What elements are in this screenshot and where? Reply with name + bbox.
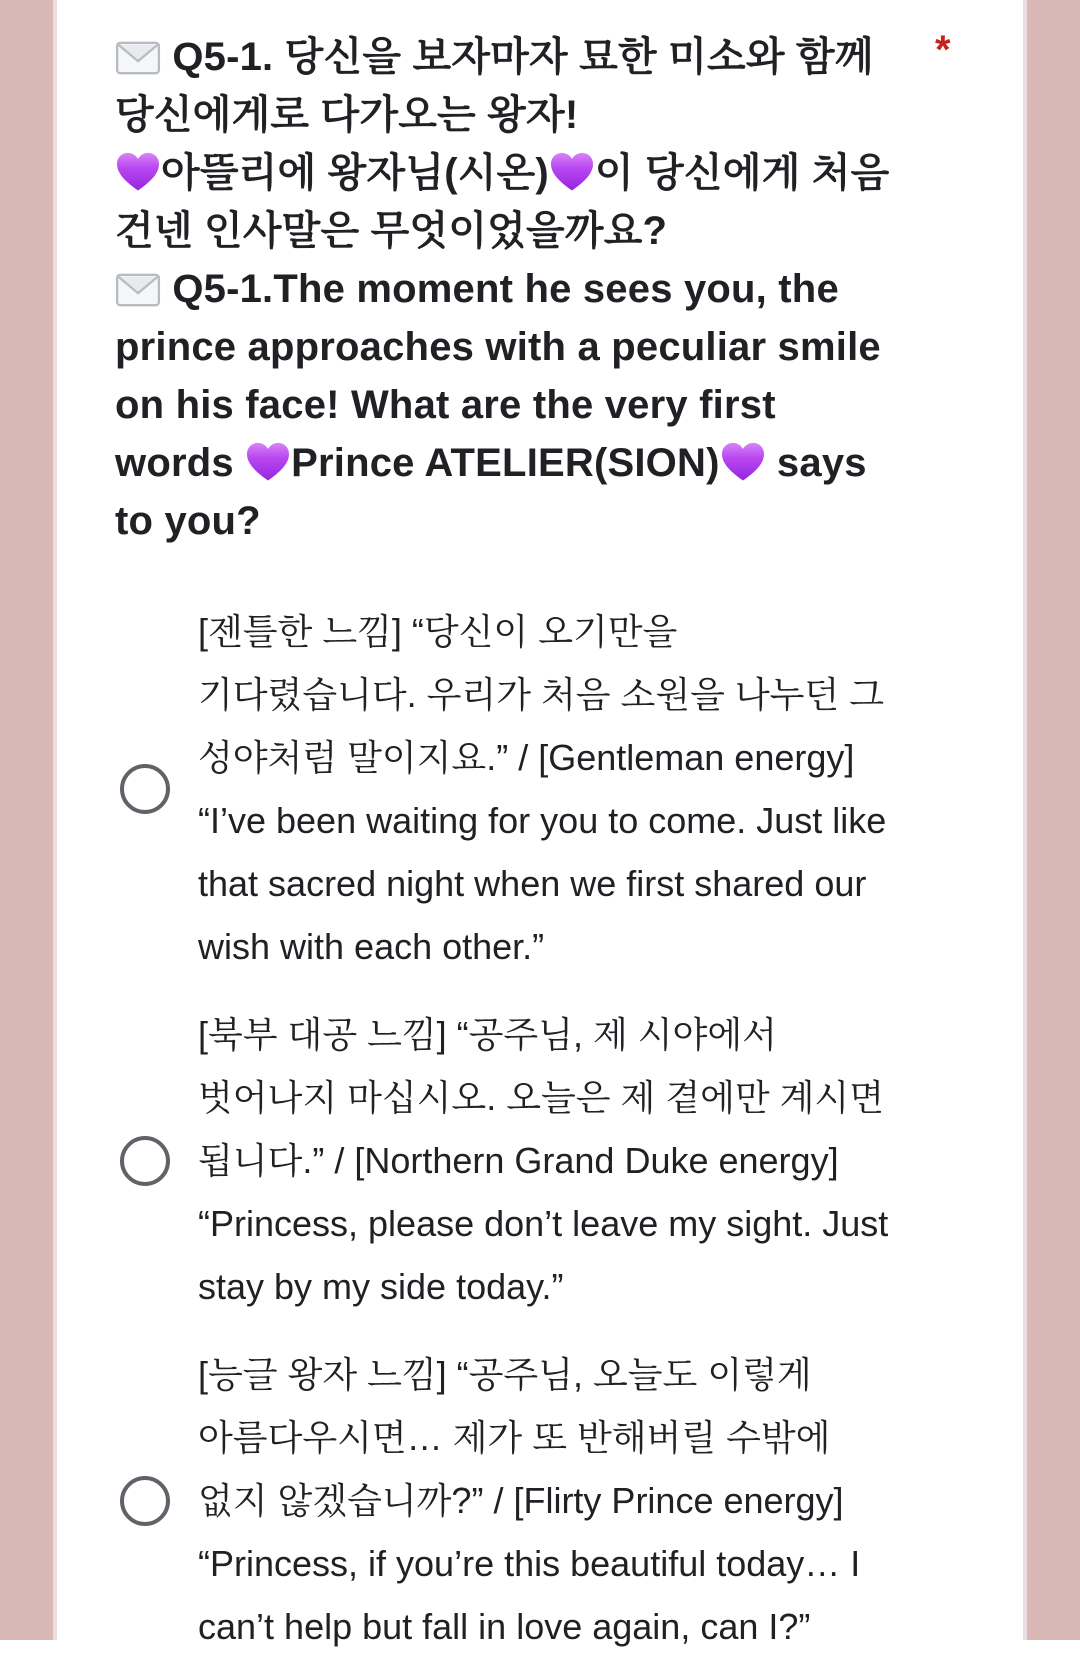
purple-heart-emoji <box>720 441 766 490</box>
envelope-emoji <box>115 271 161 316</box>
radio-button[interactable] <box>120 764 170 814</box>
purple-heart-emoji <box>245 441 291 490</box>
page-margin-right <box>1023 0 1080 1640</box>
required-asterisk: * <box>935 28 951 72</box>
radio-option[interactable] <box>120 1003 903 1318</box>
radio-option[interactable] <box>120 600 903 978</box>
radio-button[interactable] <box>120 1476 170 1526</box>
purple-heart-emoji <box>549 151 595 200</box>
question-card <box>57 0 1023 1647</box>
radio-option-label: [능글 왕자 느낌] “공주님, 오늘도 이렇게 아름다우시면… 제가 또 반해버릴 수밖에 없지 않겠습니까?” / [Flirty Prince energy] “Princess, if you’re this beautiful today… I can’t help but fall in love again, can I?” <box>198 1354 861 1647</box>
options-list <box>115 600 903 1658</box>
radio-option-label: [북부 대공 느낌] “공주님, 제 시야에서 벗어나지 마십시오. 오늘은 제 곁에만 계시면 됩니다.” / [Northern Grand Duke energy] “Princess, please don’t leave my sight. Just stay by my side today.” <box>198 1014 889 1307</box>
radio-option[interactable] <box>120 1343 903 1658</box>
radio-button[interactable] <box>120 1136 170 1186</box>
radio-option-label: [젠틀한 느낌] “당신이 오기만을 기다렸습니다. 우리가 처음 소원을 나누던 그 성야처럼 말이지요.” / [Gentleman energy] “I’ve been waiting for you to come. Just like that sacred night when we first shared our wish with each other.” <box>198 611 887 967</box>
envelope-emoji <box>115 39 161 84</box>
purple-heart-emoji <box>115 151 161 200</box>
page-margin-left <box>0 0 57 1640</box>
question-title: Q5-1. 당신을 보자마자 묘한 미소와 함께 당신에게로 다가오는 왕자! 아뜰리에 왕자님(시온) 이 당신에게 처음 건넨 인사말은 무엇이었을까요? Q5-1.The moment he sees you, the prince approaches with a peculiar smile on his face! What are the very first words Prince ATELIER(SION) says to you? <box>115 35 890 543</box>
